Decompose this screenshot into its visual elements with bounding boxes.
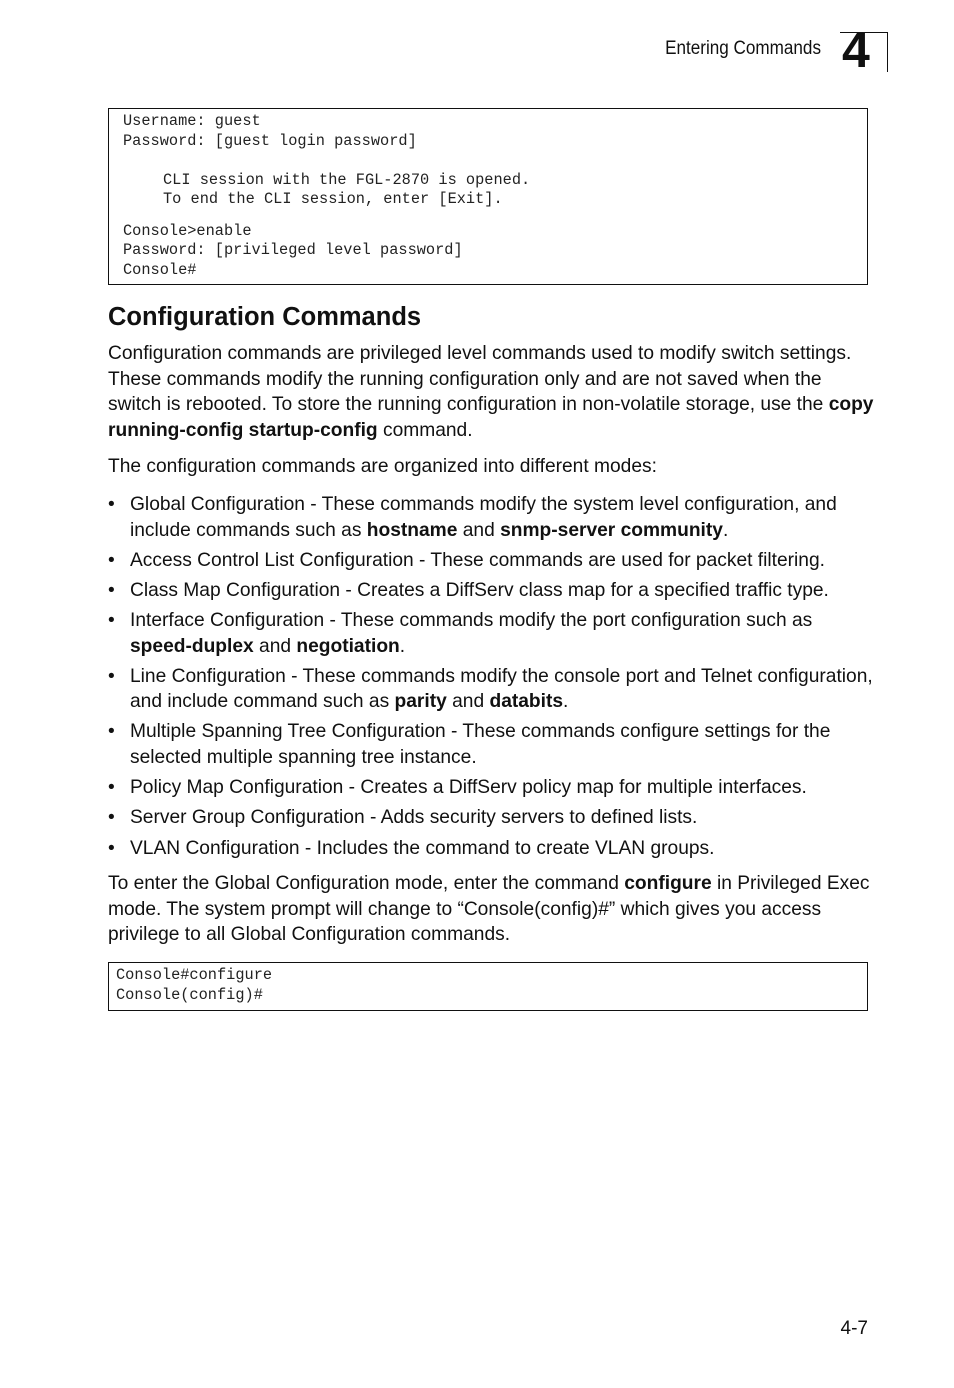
command-name: databits [489, 691, 564, 713]
list-item-text: Interface Configuration - These commands modify the port configuration such as [130, 610, 813, 632]
paragraph-text: in Privileged Exec mode. The system prompt will change to “Console(config)#” which gives you access privilege to all Global Configuration commands. [108, 873, 870, 945]
code-line: Password: [guest login password] [123, 131, 417, 150]
code-line: Password: [privileged level password] [123, 241, 463, 259]
list-item-text: and [446, 691, 490, 713]
list-item-vlan-configuration [108, 836, 878, 862]
paragraph-text: command. [377, 419, 473, 441]
list-item-class-map-configuration [108, 578, 878, 604]
page-number: 4-7 [840, 1318, 868, 1339]
list-item-text: Multiple Spanning Tree Configuration - These commands configure settings for the selected multiple spanning tree instance. [130, 721, 831, 768]
list-item-text: Line Configuration - These commands modify the console port and Telnet configuration, and include command such as [130, 665, 873, 713]
bullet-icon: • [108, 610, 115, 632]
bullet-icon: • [108, 777, 115, 799]
list-item-text: and [253, 635, 297, 657]
command-name: configure [624, 873, 712, 894]
code-example-login [108, 108, 868, 285]
list-item-interface-configuration [108, 608, 878, 659]
intro-paragraph [108, 341, 878, 443]
list-item-line-configuration [108, 664, 878, 715]
command-name: snmp-server community [500, 519, 723, 541]
list-item-text: . [399, 635, 406, 657]
list-item-text: Access Control List Configuration - These commands are used for packet filtering. [130, 549, 825, 571]
list-item-text: and [457, 519, 501, 541]
command-name: copy running-config startup-config [108, 394, 874, 441]
bullet-icon: • [108, 807, 115, 829]
command-name: speed-duplex [130, 635, 254, 657]
bullet-icon: • [108, 579, 115, 601]
list-item-text: Policy Map Configuration - Creates a DiffServ policy map for multiple interfaces. [130, 777, 807, 799]
list-item-text: Server Group Configuration - Adds security servers to defined lists. [130, 807, 698, 829]
bullet-icon: • [108, 665, 115, 687]
bullet-icon: • [108, 837, 115, 859]
list-item-server-group-configuration [108, 805, 878, 831]
paragraph-text: Configuration commands are privileged level commands used to modify switch settings. These commands modify the running configuration only and are not saved when the switch is rebooted. To store the running configuration in non-volatile storage, use the [108, 343, 852, 415]
list-item-text: Global Configuration - These commands modify the system level configuration, and include commands such as [130, 494, 837, 541]
modes-intro-paragraph: The configuration commands are organized into different modes: [108, 456, 657, 477]
code-line: Console# [123, 260, 197, 279]
code-gap [123, 210, 867, 222]
list-item-text: . [722, 519, 729, 541]
code-line: To end the CLI session, enter [Exit]. [163, 190, 503, 208]
section-heading: Configuration Commands [108, 303, 422, 331]
list-item-policy-map-configuration [108, 775, 878, 801]
command-name: parity [394, 691, 447, 713]
global-config-paragraph [108, 871, 878, 948]
list-item-text: Class Map Configuration - Creates a DiffServ class map for a specified traffic type. [130, 579, 829, 601]
code-line: CLI session with the FGL-2870 is opened. [163, 170, 531, 189]
chapter-number: 4 [842, 22, 870, 78]
paragraph-text: To enter the Global Configuration mode, enter the command [108, 873, 625, 894]
list-item-acl-configuration [108, 548, 878, 574]
bullet-icon: • [108, 549, 115, 571]
code-line: Console#configure [116, 966, 273, 984]
bullet-icon: • [108, 721, 115, 743]
list-item-mst-configuration [108, 719, 878, 770]
bullet-icon: • [108, 494, 115, 515]
list-item-text: VLAN Configuration - Includes the command to create VLAN groups. [130, 837, 715, 859]
code-line: Console>enable [123, 221, 252, 240]
code-line: Console(config)# [116, 985, 263, 1004]
configuration-modes-list [108, 492, 878, 866]
list-item-global-configuration [108, 492, 878, 543]
running-head-title: Entering Commands [665, 38, 821, 59]
code-line: Username: guest [123, 112, 261, 130]
command-name: negotiation [296, 635, 400, 657]
code-blank-line [123, 151, 867, 171]
code-example-configure [108, 962, 868, 1011]
command-name: hostname [366, 519, 458, 541]
list-item-text: . [563, 691, 569, 713]
